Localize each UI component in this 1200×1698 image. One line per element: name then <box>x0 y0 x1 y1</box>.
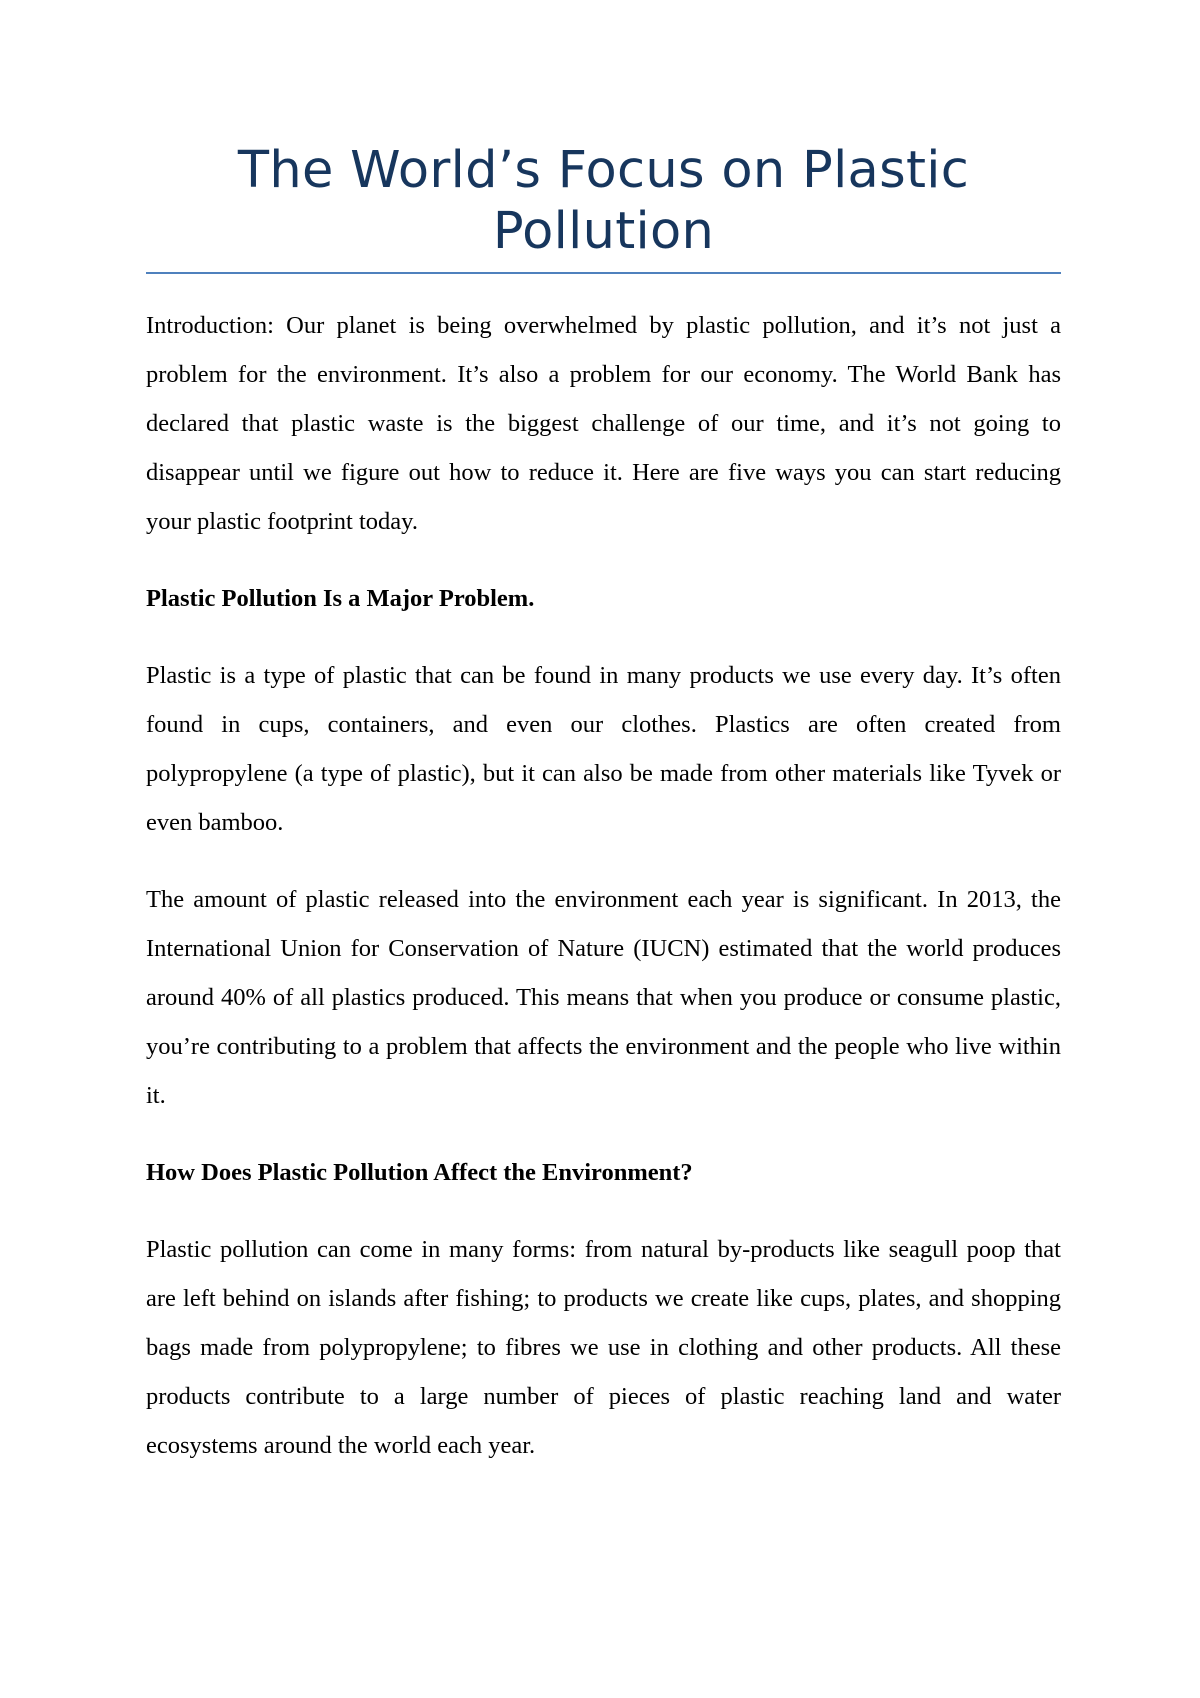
document-content <box>146 140 1061 1498</box>
title-divider <box>146 272 1061 274</box>
document-title: The World’s Focus on Plastic Pollution <box>237 141 970 261</box>
section-heading-environment-effect: How Does Plastic Pollution Affect the Environment? <box>146 1159 693 1186</box>
body-paragraph-plastic-amount: The amount of plastic released into the environment each year is significant. In 2013, the International Union for Conservation of Nature (IUCN) estimated that the world produces around 40% of all plastics produced. This means that when you produce or consume plastic, you’re contributing to a problem that affects the environment and the people who live within it. <box>146 886 1061 1109</box>
body-paragraph-plastic-types: Plastic is a type of plastic that can be found in many products we use every day. It’s often found in cups, containers, and even our clothes. Plastics are often created from polypropylene (a type of plastic), but it can also be made from other materials like Tyvek or even bamboo. <box>146 662 1061 836</box>
intro-paragraph: Introduction: Our planet is being overwhelmed by plastic pollution, and it’s not just a problem for the environment. It’s also a problem for our economy. The World Bank has declared that plastic waste is the biggest challenge of our time, and it’s not going to disappear until we figure out how to reduce it. Here are five ways you can start reducing your plastic footprint today. <box>146 312 1061 535</box>
section-heading-major-problem: Plastic Pollution Is a Major Problem. <box>146 585 535 612</box>
body-paragraph-pollution-forms: Plastic pollution can come in many forms: from natural by-products like seagull poop that are left behind on islands after fishing; to products we create like cups, plates, and shopping bags made from polypropylene; to fibres we use in clothing and other products. All these products contribute to a large number of pieces of plastic reaching land and water ecosystems around the world each year. <box>146 1236 1061 1459</box>
